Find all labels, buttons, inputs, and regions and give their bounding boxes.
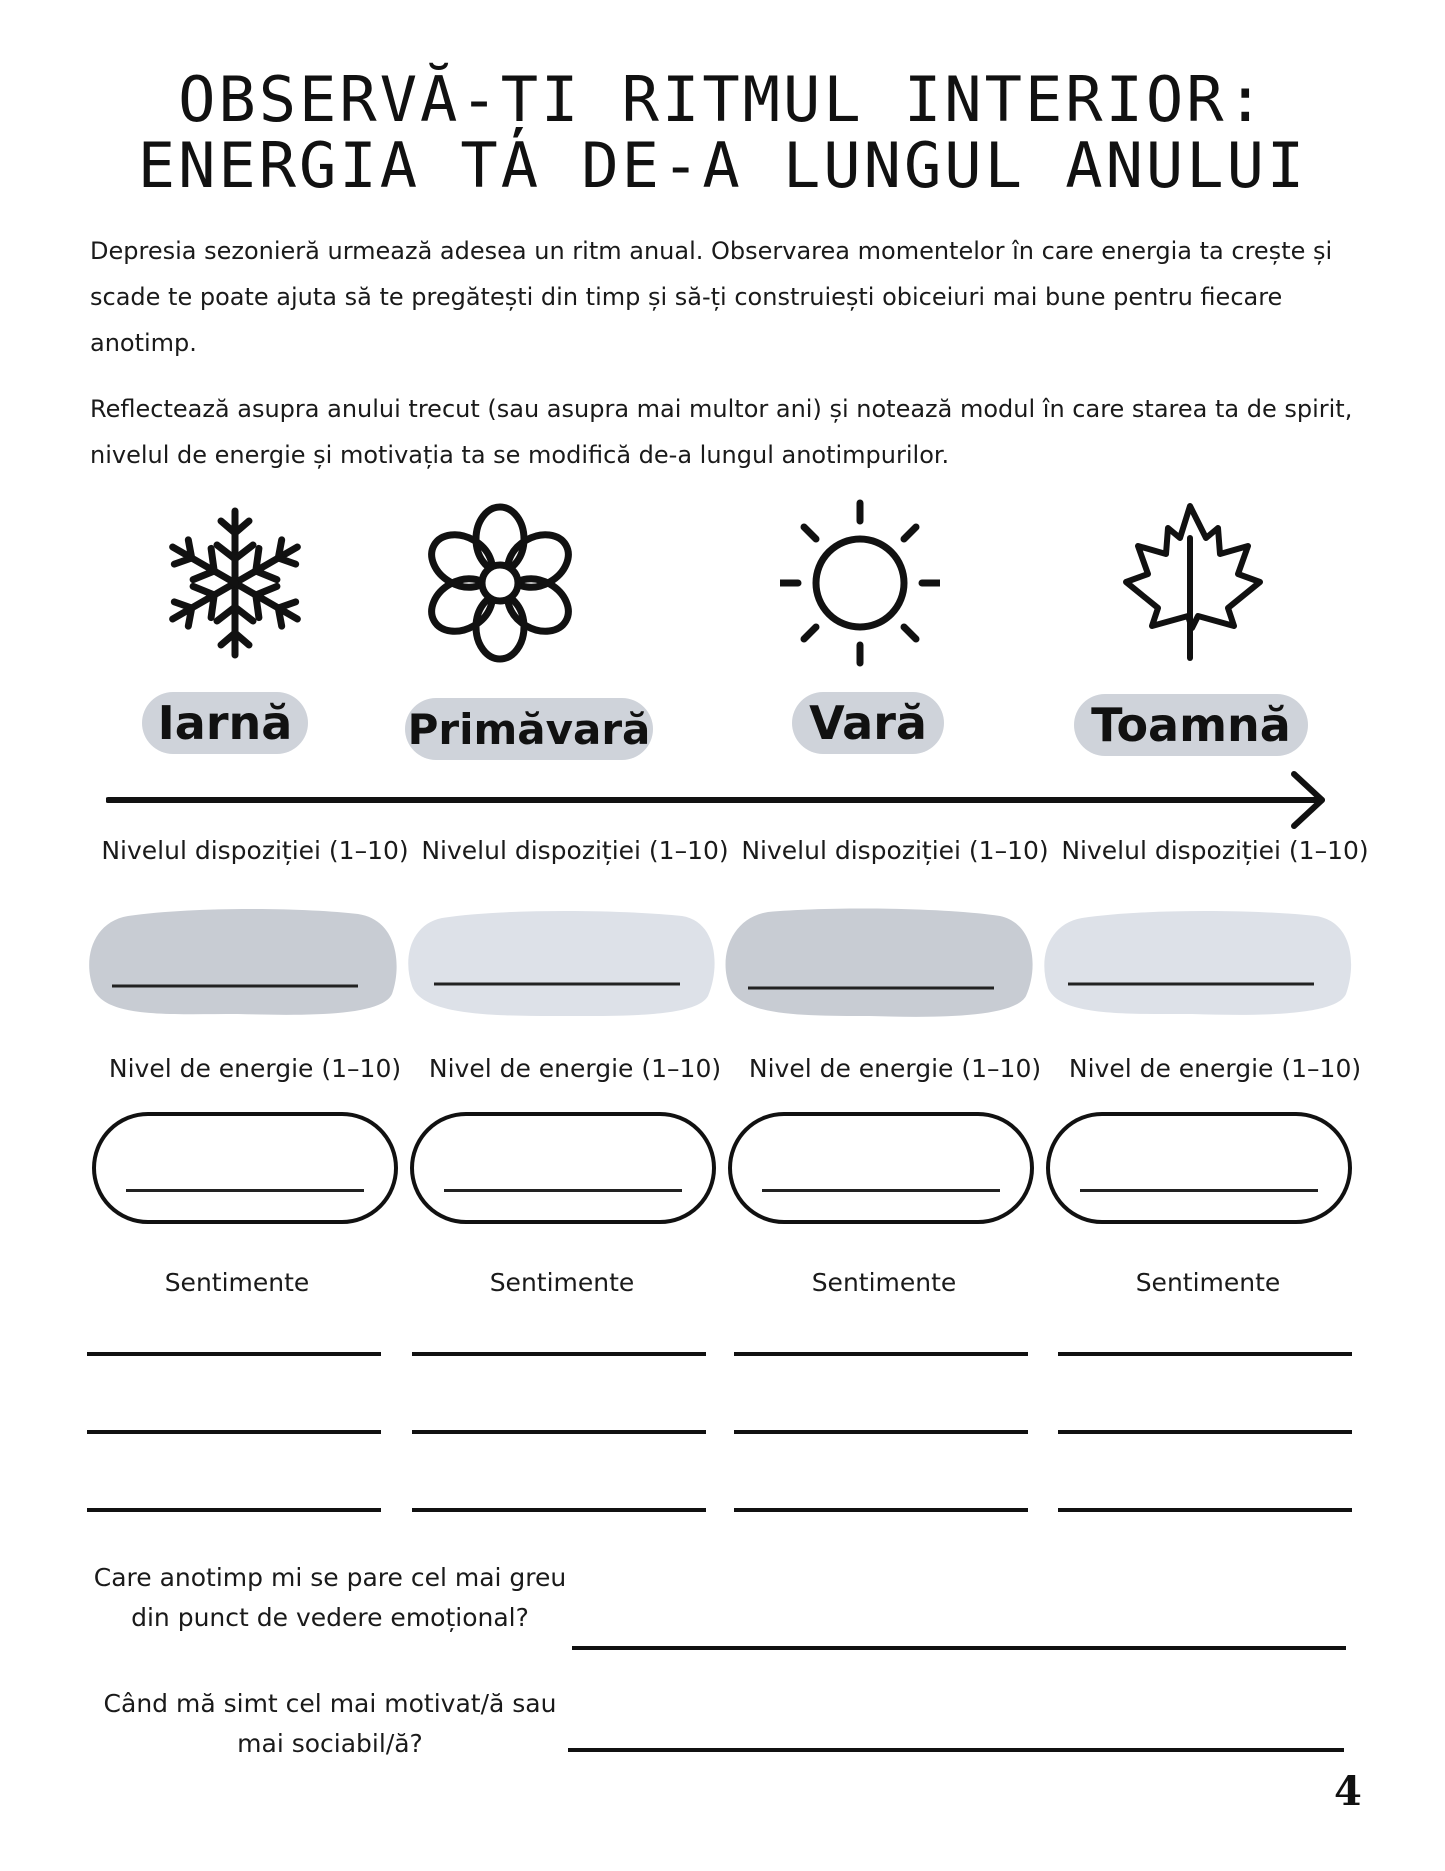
mood-label-primavara: Nivelul dispoziției (1–10)	[421, 836, 729, 865]
energy-input-vara[interactable]	[728, 1112, 1034, 1224]
feelings-line-vara-1[interactable]	[734, 1352, 1028, 1356]
feelings-label-toamna: Sentimente	[1135, 1268, 1281, 1297]
feelings-line-iarna-3[interactable]	[87, 1508, 381, 1512]
page-title-line-1: OBSERVĂ-ȚI RITMUL INTERIOR:	[178, 63, 1267, 136]
mood-input-vara[interactable]	[724, 906, 1036, 1018]
energy-label-vara: Nivel de energie (1–10)	[748, 1054, 1042, 1083]
intro-paragraph-1: Depresia sezonieră urmează adesea un ritm anual. Observarea momentelor în care energia ta crește și scade te poate ajuta să te pregătești din timp și să-ți construiești obiceiuri mai bune pentru fiecare anotimp.	[90, 237, 1333, 357]
mood-label-vara: Nivelul dispoziției (1–10)	[741, 836, 1049, 865]
page-number: 4	[1334, 1768, 1362, 1815]
mood-input-primavara[interactable]	[406, 906, 718, 1018]
snowflake-icon	[155, 498, 315, 668]
feelings-label-primavara: Sentimente	[489, 1268, 635, 1297]
feelings-line-toamna-2[interactable]	[1058, 1430, 1352, 1434]
feelings-label-iarna: Sentimente	[164, 1268, 310, 1297]
question-hardest-season: Care anotimp mi se pare cel mai greu din punct de vedere emoțional?	[93, 1563, 567, 1632]
energy-input-iarna[interactable]	[92, 1112, 398, 1224]
season-pill-toamna: Toamnă	[1074, 694, 1308, 756]
energy-label-toamna: Nivel de energie (1–10)	[1068, 1054, 1362, 1083]
sun-icon	[780, 498, 940, 668]
feelings-line-iarna-2[interactable]	[87, 1430, 381, 1434]
maple-leaf-icon	[1110, 498, 1270, 668]
answer-line-most-motivated[interactable]	[568, 1748, 1344, 1752]
energy-input-toamna[interactable]	[1046, 1112, 1352, 1224]
feelings-line-iarna-1[interactable]	[87, 1352, 381, 1356]
feelings-label-vara: Sentimente	[811, 1268, 957, 1297]
energy-input-primavara[interactable]	[410, 1112, 716, 1224]
mood-input-iarna[interactable]	[88, 906, 400, 1018]
feelings-line-vara-3[interactable]	[734, 1508, 1028, 1512]
feelings-line-primavara-3[interactable]	[412, 1508, 706, 1512]
question-most-motivated: Când mă simt cel mai motivat/ă sau mai sociabil/ă?	[103, 1689, 557, 1758]
feelings-line-primavara-2[interactable]	[412, 1430, 706, 1434]
feelings-line-primavara-1[interactable]	[412, 1352, 706, 1356]
energy-label-primavara: Nivel de energie (1–10)	[428, 1054, 722, 1083]
season-pill-primavara: Primăvară	[405, 698, 653, 760]
page-title-line-2: ENERGIA TA DE-A LUNGUL ANULUI	[137, 129, 1308, 202]
intro-paragraph-2: Reflectează asupra anului trecut (sau asupra mai multor ani) și notează modul în care starea ta de spirit, nivelul de energie și motivația ta se modifică de-a lungul anotimpurilor.	[90, 395, 1353, 469]
timeline-arrow	[106, 770, 1328, 830]
feelings-line-toamna-1[interactable]	[1058, 1352, 1352, 1356]
mood-input-toamna[interactable]	[1042, 906, 1354, 1018]
flower-icon	[420, 498, 580, 668]
feelings-line-vara-2[interactable]	[734, 1430, 1028, 1434]
season-pill-iarna: Iarnă	[142, 692, 308, 754]
feelings-line-toamna-3[interactable]	[1058, 1508, 1352, 1512]
season-pill-vara: Vară	[792, 692, 944, 754]
energy-label-iarna: Nivel de energie (1–10)	[108, 1054, 402, 1083]
mood-label-iarna: Nivelul dispoziției (1–10)	[101, 836, 409, 865]
answer-line-hardest-season[interactable]	[572, 1646, 1346, 1650]
mood-label-toamna: Nivelul dispoziției (1–10)	[1061, 836, 1369, 865]
